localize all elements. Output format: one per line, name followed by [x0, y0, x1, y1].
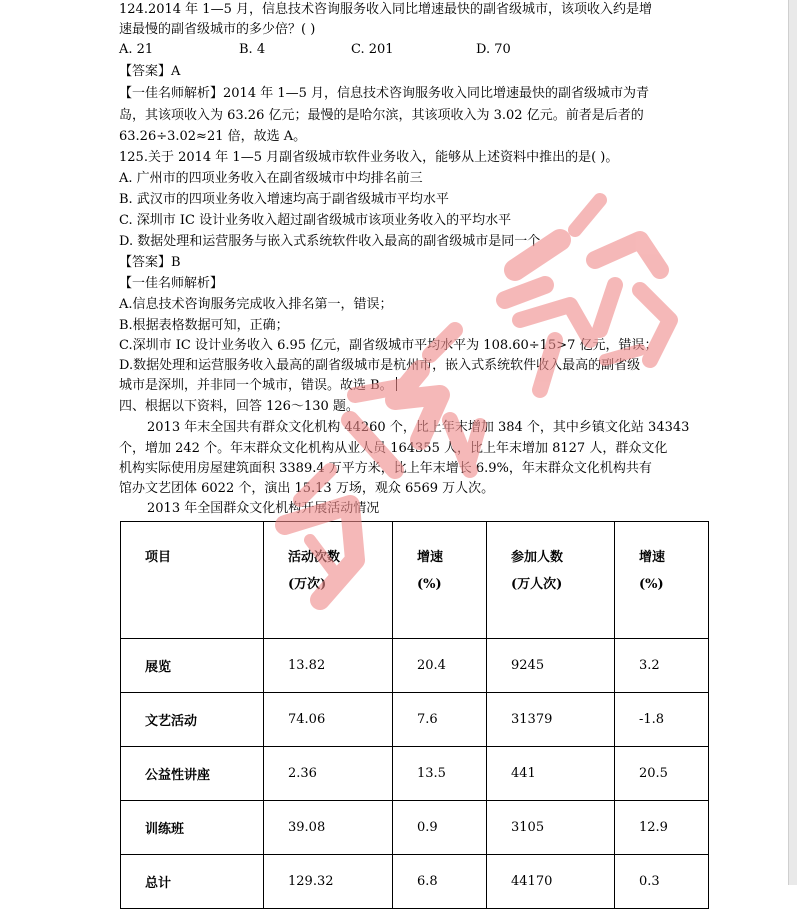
header-activity-count: 活动次数 (万次): [264, 522, 393, 639]
analysis-125-a: A.信息技术咨询服务完成收入排名第一，错误；: [119, 297, 393, 312]
text-cursor: [396, 377, 398, 391]
answer-124: 【答案】A: [119, 64, 181, 79]
option-d: D. 70: [476, 42, 511, 57]
section-heading-4: 四、根据以下资料，回答 126～130 题。: [119, 399, 359, 414]
question-125-option-d: D. 数据处理和运营服务与嵌入式系统软件收入最高的副省级城市是同一个: [119, 234, 541, 249]
question-125: 125.关于 2014 年 1—5 月副省级城市软件业务收入，能够从上述资料中推出的是( )。: [119, 150, 619, 165]
material-line1: 2013 年末全国共有群众文化机构 44260 个，比上年末增加 384 个，其中乡镇文化站 34343: [147, 420, 690, 435]
analysis-124-line3: 63.26÷3.02≈21 倍，故选 A。: [119, 129, 307, 144]
header-growth-1: 增速 (%): [393, 522, 487, 639]
material-line2: 个，增加 242 个。年末群众文化机构从业人员 164355 人，比上年末增加 8127 人，群众文化: [119, 441, 668, 456]
table-row: 展览 13.82 20.4 9245 3.2: [121, 639, 709, 693]
header-item: 项目: [121, 522, 264, 639]
analysis-125-d-line2: [119, 376, 397, 396]
analysis-124-line2: 岛，其该项收入为 63.26 亿元；最慢的是哈尔滨，其该项收入为 3.02 亿元。前者是后者的: [119, 108, 644, 123]
option-c: C. 201: [351, 42, 394, 57]
header-growth-2: 增速 (%): [615, 522, 709, 639]
question-124-options: [119, 40, 679, 60]
option-a: A. 21: [119, 42, 154, 57]
analysis-125-c: C.深圳市 IC 设计业务收入 6.95 亿元，副省级城市平均水平为 108.60÷15>7 亿元，错误；: [119, 338, 658, 353]
analysis-124-line1: 【一佳名师解析】2014 年 1—5 月，信息技术咨询服务收入同比增速最快的副省级城市为青: [119, 86, 650, 101]
material-line4: 馆办文艺团体 6022 个，演出 15.13 万场，观众 6569 万人次。: [119, 481, 495, 496]
question-125-option-b: B. 武汉市的四项业务收入增速均高于副省级城市平均水平: [119, 192, 449, 207]
table-row: 文艺活动 74.06 7.6 31379 -1.8: [121, 693, 709, 747]
table-row: 训练班 39.08 0.9 3105 12.9: [121, 801, 709, 855]
table-header-row: [121, 522, 709, 639]
option-b: B. 4: [239, 42, 266, 57]
table-caption: 2013 年全国群众文化机构开展活动情况: [147, 501, 380, 516]
material-line3: 机构实际使用房屋建筑面积 3389.4 万平方米，比上年末增长 6.9%，年末群众文化机构共有: [119, 461, 652, 476]
analysis-125-d-line1: D.数据处理和运营服务收入最高的副省级城市是杭州市，嵌入式系统软件收入最高的副省级: [119, 358, 641, 373]
analysis-125-b: B.根据表格数据可知，正确；: [119, 318, 289, 333]
page-edge: [788, 0, 797, 885]
activity-table: [120, 521, 709, 909]
analysis-125-d-line2-text: 城市是深圳，并非同一个城市，错误。故选 B。: [119, 378, 393, 393]
table-row: 总计 129.32 6.8 44170 0.3: [121, 855, 709, 909]
question-124-line1: 124.2014 年 1—5 月，信息技术咨询服务收入同比增速最快的副省级城市，该项收入约是增: [119, 2, 652, 17]
question-125-option-a: A. 广州市的四项业务收入在副省级城市中均排名前三: [119, 171, 423, 186]
answer-125: 【答案】B: [119, 255, 181, 270]
question-124-line2: 速最慢的副省级城市的多少倍？( ): [119, 22, 316, 37]
analysis-125-heading: 【一佳名师解析】: [119, 276, 224, 291]
header-participants: 参加人数 (万人次): [487, 522, 615, 639]
table-row: 公益性讲座 2.36 13.5 441 20.5: [121, 747, 709, 801]
question-125-option-c: C. 深圳市 IC 设计业务收入超过副省级城市该项业务收入的平均水平: [119, 213, 512, 228]
